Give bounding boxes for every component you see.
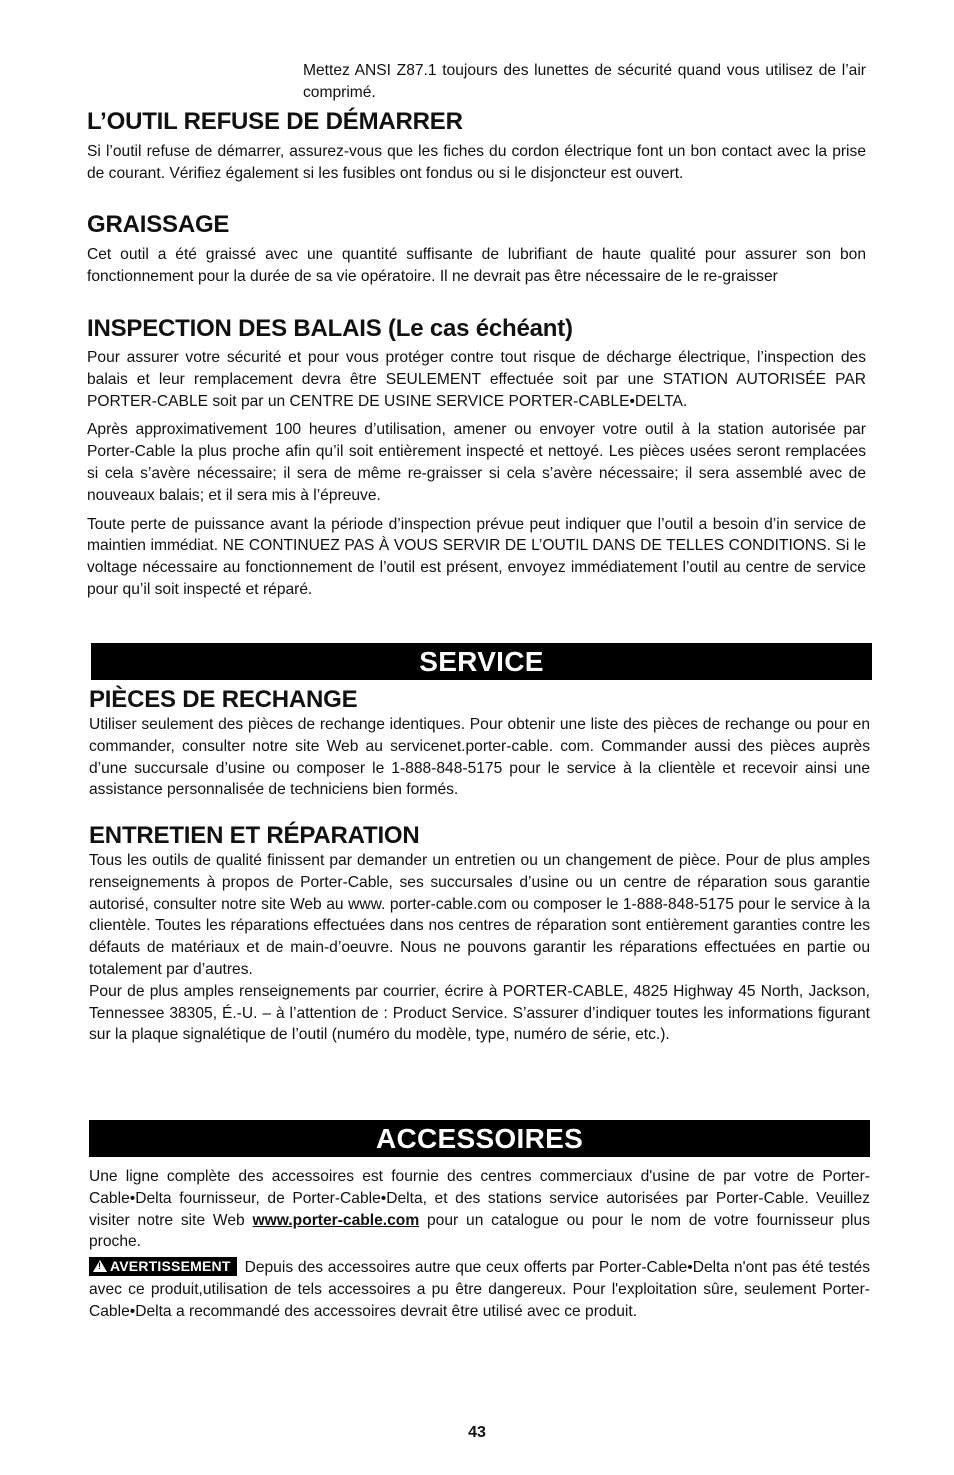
text-graissage: Cet outil a été graissé avec une quantité suffisante de lubrifiant de haute qualité pour assurer son bon fonctionnement pour la durée de sa vie opératoire. Il ne devrait pas être nécessaire de le re-graisser (87, 246, 866, 285)
text-accessoires-after: pour un catalogue ou pour le nom de votre fournisseur plus proche. (89, 1211, 870, 1251)
warning-triangle-icon (93, 1260, 107, 1272)
section-pieces (89, 686, 870, 801)
heading-pieces: PIÈCES DE RECHANGE (89, 686, 358, 713)
text-pieces: Utiliser seulement des pièces de rechange identiques. Pour obtenir une liste des pièces de rechange ou pour en commander, consulter notre site Web au servicenet.porter-cable. com. Commander aussi des pièces auprès d’une succursale d’usine ou composer le 1-888-848-5175 pour le service à la clientèle et recevoir ainsi une assistance personnalisée de techniciens bien formés. (89, 716, 870, 799)
heading-outil-refuse: L’OUTIL REFUSE DE DÉMARRER (87, 108, 463, 135)
warning-paragraph (89, 1257, 870, 1322)
section-accessoires (89, 1166, 870, 1323)
intro-text: Mettez ANSI Z87.1 toujours des lunettes de sécurité quand vous utilisez de l’air comprimé. (303, 62, 866, 101)
section-graissage (87, 211, 866, 288)
warning-text: Depuis des accessoires autre que ceux offerts par Porter-Cable•Delta n'ont pas été testés avec ce produit,utilisation de tels accessoires a pu être dangereux. Pour l'exploitation sûre, seulement Porter-Cable•Delta a recommandé des accessoires devrait être utilisé avec ce produit. (89, 1259, 870, 1320)
section-entretien (89, 822, 870, 1046)
text-outil-refuse: Si l’outil refuse de démarrer, assurez-vous que les fiches du cordon électrique font un bon contact avec la prise de courant. Vérifiez également si les fusibles ont fondus ou si le disjoncteur est ouvert. (87, 143, 866, 182)
heading-entretien: ENTRETIEN ET RÉPARATION (89, 822, 420, 849)
heading-inspection: INSPECTION DES BALAIS (Le cas échéant) (87, 315, 573, 342)
text-entretien-2: Pour de plus amples renseignements par courrier, écrire à PORTER-CABLE, 4825 Highway 45 North, Jackson, Tennessee 38305, É.-U. – à l’attention de : Product Service. S’assurer d’indiquer toutes les informations figurant sur la plaque signalétique de l’outil (numéro du modèle, type, numéro de série, etc.). (89, 982, 870, 1044)
text-accessoires (89, 1166, 870, 1253)
heading-graissage: GRAISSAGE (87, 211, 230, 238)
porter-cable-link[interactable]: www.porter-cable.com (252, 1211, 420, 1229)
text-entretien-1: Tous les outils de qualité finissent par demander un entretien ou un changement de pièce. Pour de plus amples renseignements à propos de Porter-Cable, ses succursales d’usine ou un centre de réparation sous garantie autorisé, consulter notre site Web au www. porter-cable.com ou composer le 1-888-848-5175 pour le service à la clientèle. Toutes les réparations effectuées dans nos centres de réparation sont entièrement garanties contre les défauts de matériaux et de main-d’oeuvre. Nous ne pouvons garantir les réparations effectuées en partie ou totalement par d’autres. (89, 852, 870, 978)
section-outil-refuse (87, 108, 866, 185)
text-accessoires-before: Une ligne complète des accessoires est fournie des centres commerciaux d'usine de par votre de Porter-Cable•Delta fournisseur, de Porter-Cable•Delta, et des stations service autorisées par Porter-Cable. Veuillez visiter notre site Web (89, 1168, 870, 1229)
service-banner: SERVICE (91, 643, 872, 680)
text-inspection-3: Toute perte de puissance avant la période d’inspection prévue peut indiquer que l’outil a besoin d’in service de maintien immédiat. NE CONTINUEZ PAS À VOUS SERVIR DE L’OUTIL DANS DE TELLES CONDITIONS. Si le voltage nécessaire au fonctionnement de l’outil est présent, envoyez immédiatement l’outil au centre de service pour qu’il soit inspecté et réparé. (87, 515, 866, 598)
warning-label: AVERTISSEMENT (110, 1258, 231, 1275)
warning-badge (89, 1257, 237, 1276)
text-inspection-1: Pour assurer votre sécurité et pour vous protéger contre tout risque de décharge électrique, l’inspection des balais et leur remplacement devra être SEULEMENT effectuée soit par une STATION AUTORISÉE PAR PORTER-CABLE soit par un CENTRE DE USINE SERVICE PORTER-CABLE•DELTA. (87, 349, 866, 410)
page-number: 43 (468, 1424, 486, 1441)
section-inspection (87, 315, 866, 601)
text-inspection-2: Après approximativement 100 heures d’utilisation, amener ou envoyer votre outil à la station autorisée par Porter-Cable la plus proche afin qu’il soit entièrement inspecté et nettoyé. Les pièces usées seront remplacées si cela s’avère nécessaire; il sera de même re-graisser si cela s’avère nécessaire; il sera assemblé avec de nouveaux balais; et il sera mis à l’épreuve. (87, 421, 866, 504)
accessoires-banner: ACCESSOIRES (89, 1120, 870, 1157)
